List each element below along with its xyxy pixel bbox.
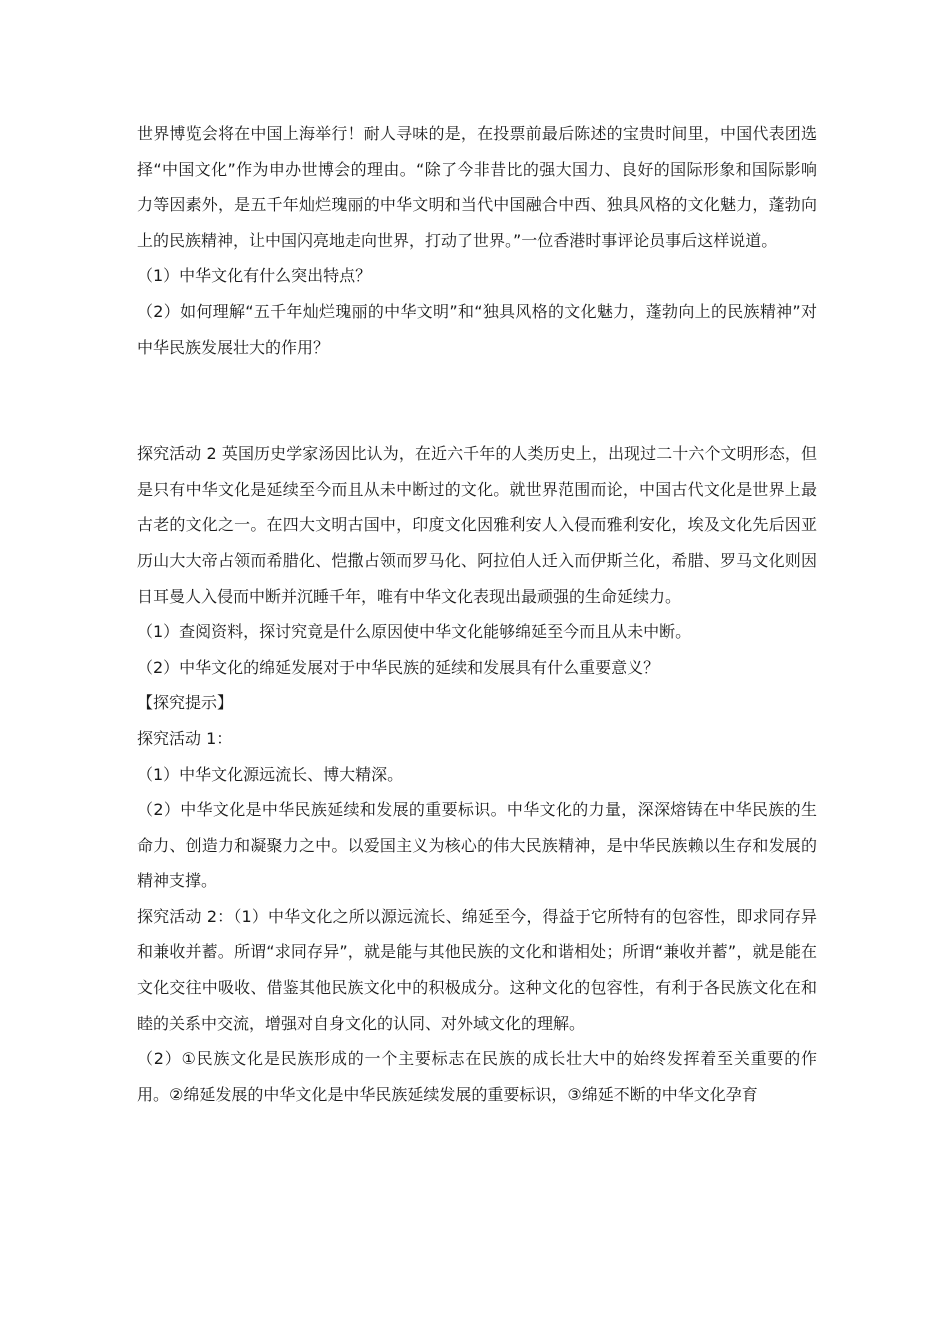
activity-2-question-2: （2）中华文化的绵延发展对于中华民族的延续和发展具有什么重要意义？ [137, 657, 660, 677]
activity-2-question-1: （1）查阅资料，探讨究竟是什么原因使中华文化能够绵延至今而且从未中断。 [137, 622, 692, 642]
paragraph-activity-2: 探究活动 2 英国历史学家汤因比认为，在近六千年的人类历史上，出现过二十六个文明形态，但是只有中华文化是延续至今而且从未中断过的文化。就世界范围而论，中国古代文化是世界上最古老的文化之一。在四大文明古国中，印度文化因雅利安人入侵而雅利安化，埃及文化先后因亚历山大大帝占领而希腊化、恺撒占领而罗马化、阿拉伯人迁入而伊斯兰化，希腊、罗马文化则因日耳曼人入侵而中断并沉睡千年，唯有中华文化表现出最顽强的生命延续力。 [137, 444, 817, 606]
hint-activity-1-label: 探究活动 1： [137, 728, 233, 748]
hint-activity-2-answer-2: （2）①民族文化是民族形成的一个主要标志在民族的成长壮大中的始终发挥着至关重要的作用。②绵延发展的中华文化是中华民族延续发展的重要标识，③绵延不断的中华文化孕育 [137, 1049, 817, 1104]
paragraph-expo-intro: 世界博览会将在中国上海举行！耐人寻味的是，在投票前最后陈述的宝贵时间里，中国代表团选择“中国文化”作为申办世博会的理由。“除了今非昔比的强大国力、良好的国际形象和国际影响力等因素外，是五千年灿烂瑰丽的中华文明和当代中国融合中西、独具风格的文化魅力，蓬勃向上的民族精神，让中国闪亮地走向世界，打动了世界。”一位香港时事评论员事后这样说道。 [137, 124, 817, 250]
question-1-features: （1）中华文化有什么突出特点？ [137, 266, 372, 286]
hint-activity-1-answer-2: （2）中华文化是中华民族延续和发展的重要标识。中华文化的力量，深深熔铸在中华民族的生命力、创造力和凝聚力之中。以爱国主义为核心的伟大民族精神，是中华民族赖以生存和发展的精神支撑。 [137, 800, 817, 891]
document-body [137, 116, 817, 1112]
hints-heading: 【探究提示】 [137, 693, 234, 713]
paragraph-gap [137, 365, 817, 436]
question-2-role: （2）如何理解“五千年灿烂瑰丽的中华文明”和“独具风格的文化魅力，蓬勃向上的民族精神”对中华民族发展壮大的作用？ [137, 301, 817, 357]
hint-activity-1-answer-1: （1）中华文化源远流长、博大精深。 [137, 764, 404, 784]
hint-activity-2-answer-1: 探究活动 2：（1）中华文化之所以源远流长、绵延至今，得益于它所特有的包容性，即求同存异和兼收并蓄。所谓“求同存异”，就是能与其他民族的文化和谐相处；所谓“兼收并蓄”，就是能在文化交往中吸收、借鉴其他民族文化中的积极成分。这种文化的包容性，有利于各民族文化在和睦的关系中交流，增强对自身文化的认同、对外域文化的理解。 [137, 906, 817, 1033]
